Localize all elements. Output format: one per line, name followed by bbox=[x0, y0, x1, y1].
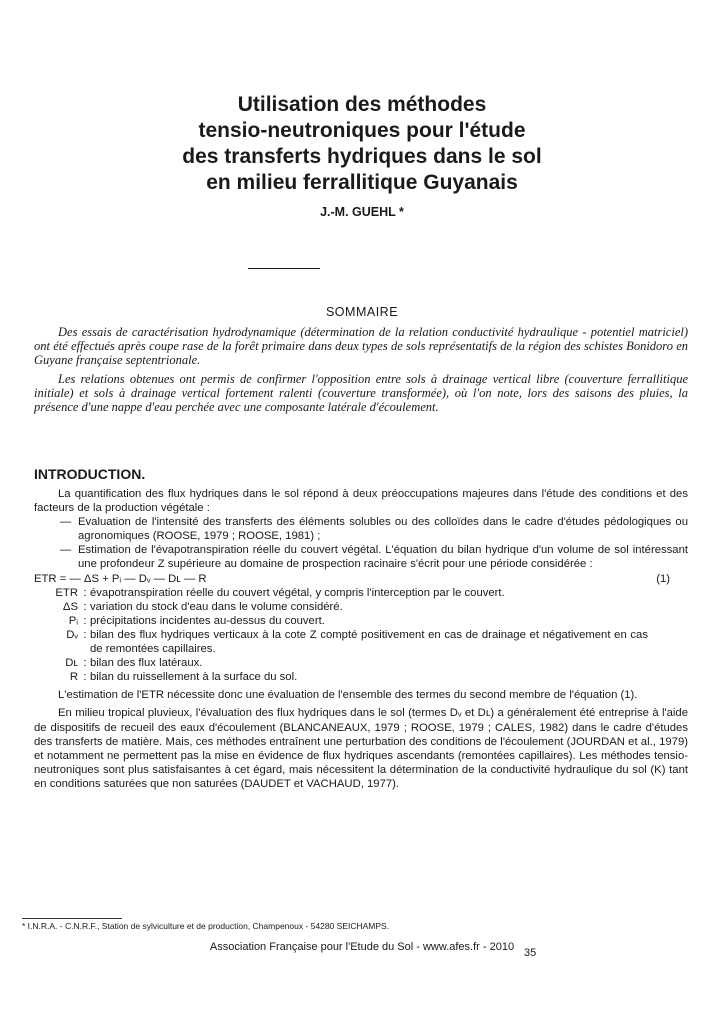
page-number: 35 bbox=[524, 947, 537, 959]
definition-row bbox=[34, 670, 688, 684]
definition-row bbox=[34, 628, 688, 656]
definition-text: évapotranspiration réelle du couvert végétal, y compris l'interception par le couvert. bbox=[90, 586, 505, 599]
bullet-text: Evaluation de l'intensité des transferts des éléments solubles ou des colloïdes dans le cadre d'études pédologiques ou agronomiques (ROOSE, 1979 ; ROOSE, 1981) ; bbox=[78, 516, 688, 543]
footnote: * I.N.R.A. - C.N.R.F., Station de sylviculture et de production, Champenoux - 54280 SEICHAMPS. bbox=[22, 921, 390, 931]
publisher-line: Association Française pour l'Etude du Sol - www.afes.fr - 2010 bbox=[209, 941, 515, 953]
title-divider bbox=[248, 268, 320, 269]
definition-colon: : bbox=[83, 628, 87, 641]
definition-symbol: ETR bbox=[55, 586, 78, 599]
abstract-paragraph: Des essais de caractérisation hydrodynamique (détermination de la relation conductivité hydraulique - potentiel matriciel) ont été effectués après coupe rase de la forêt primaire dans deux types de sols représentatifs de la région des schistes Bonidoro en Guyane française septentrionale. bbox=[34, 325, 688, 368]
equation-text: ETR = — ΔS + Pᵢ — Dᵥ — Dʟ — R bbox=[34, 572, 207, 585]
title-line: en milieu ferrallitique Guyanais bbox=[206, 171, 518, 194]
definition-colon: : bbox=[83, 614, 87, 627]
equation-number: (1) bbox=[656, 572, 670, 585]
equation bbox=[34, 572, 688, 586]
definition-text: variation du stock d'eau dans le volume considéré. bbox=[90, 600, 343, 613]
title-line: tensio-neutroniques pour l'étude bbox=[198, 119, 526, 142]
intro-paragraph: La quantification des flux hydriques dans le sol répond à deux préoccupations majeures dans l'étude des conditions et des facteurs de la production végétale : bbox=[34, 488, 688, 515]
definition-text: bilan des flux hydriques verticaux à la cote Z compté positivement en cas de drainage et négativement en cas de remontées capillaires. bbox=[90, 628, 648, 656]
definition-colon: : bbox=[83, 586, 87, 599]
definition-colon: : bbox=[83, 671, 87, 684]
definition-symbol: R bbox=[69, 671, 78, 684]
definition-text: précipitations incidentes au-dessus du couvert. bbox=[90, 614, 325, 627]
bullet-dash: — bbox=[60, 516, 72, 529]
definition-text: bilan du ruissellement à la surface du sol. bbox=[90, 671, 298, 684]
bullet-item bbox=[34, 515, 688, 543]
definition-text: bilan des flux latéraux. bbox=[90, 657, 203, 670]
bullet-item bbox=[34, 543, 688, 571]
bullet-dash: — bbox=[60, 544, 72, 557]
footnote-divider bbox=[22, 918, 122, 919]
definition-symbol: Dʟ bbox=[65, 657, 78, 670]
introduction-body bbox=[34, 487, 688, 791]
introduction-heading: INTRODUCTION. bbox=[34, 466, 146, 482]
title-line: des transferts hydriques dans le sol bbox=[182, 145, 542, 168]
abstract-paragraph: Les relations obtenues ont permis de confirmer l'opposition entre sols à drainage vertical libre (couverture ferrallitique initiale) et sols à drainage vertical fortement ralenti (couverture transformée), où l'on note, lors des saisons des pluies, la présence d'une nappe d'eau perchée avec une composante latérale d'écoulement. bbox=[34, 371, 688, 415]
definition-colon: : bbox=[83, 600, 87, 613]
definition-row bbox=[34, 586, 688, 600]
title-line: Utilisation des méthodes bbox=[237, 93, 487, 116]
definition-colon: : bbox=[83, 657, 87, 670]
tropical-paragraph: En milieu tropical pluvieux, l'évaluation des flux hydriques dans le sol (termes Dᵥ et Dʟ) a généralement été entreprise à l'aide de dispositifs de recueil des eaux d'écoulement (BLANCANEAUX, 1979 ; ROOSE, 1979 ; CALES, 1982) dans le cadre d'études des transferts de matière. Mais, ces méthodes entraînent une perturbation des conditions de l'écoulement (JOURDAN et al., 1979) et notamment ne permettent pas la mise en évidence de flux hydriques ascendants (remontées capillaires). Les méthodes tensio-neutroniques sont plus satisfaisantes à cet égard, mais nécessitent la détermination de la conductivité hydraulique du sol (K) tant en conditions saturées que non saturées (DAUDET et VACHAUD, 1977). bbox=[34, 707, 688, 790]
definition-row bbox=[34, 656, 688, 670]
article-title bbox=[60, 92, 664, 196]
definition-symbol: Dᵥ bbox=[66, 628, 78, 641]
abstract bbox=[34, 325, 688, 418]
bullet-text: Estimation de l'évapotranspiration réelle du couvert végétal. L'équation du bilan hydrique d'un volume de sol intéressant une profondeur Z supérieure au domaine de prospection racinaire s'écrit pour une période considérée : bbox=[78, 544, 688, 571]
definition-symbol: Pᵢ bbox=[68, 614, 78, 627]
sommaire-heading: SOMMAIRE bbox=[325, 305, 399, 319]
author: J.-M. GUEHL * bbox=[320, 205, 404, 219]
definition-symbol: ΔS bbox=[62, 600, 78, 613]
definition-row bbox=[34, 614, 688, 628]
etr-paragraph: L'estimation de l'ETR nécessite donc une évaluation de l'ensemble des termes du second membre de l'équation (1). bbox=[58, 689, 638, 702]
definition-row bbox=[34, 600, 688, 614]
